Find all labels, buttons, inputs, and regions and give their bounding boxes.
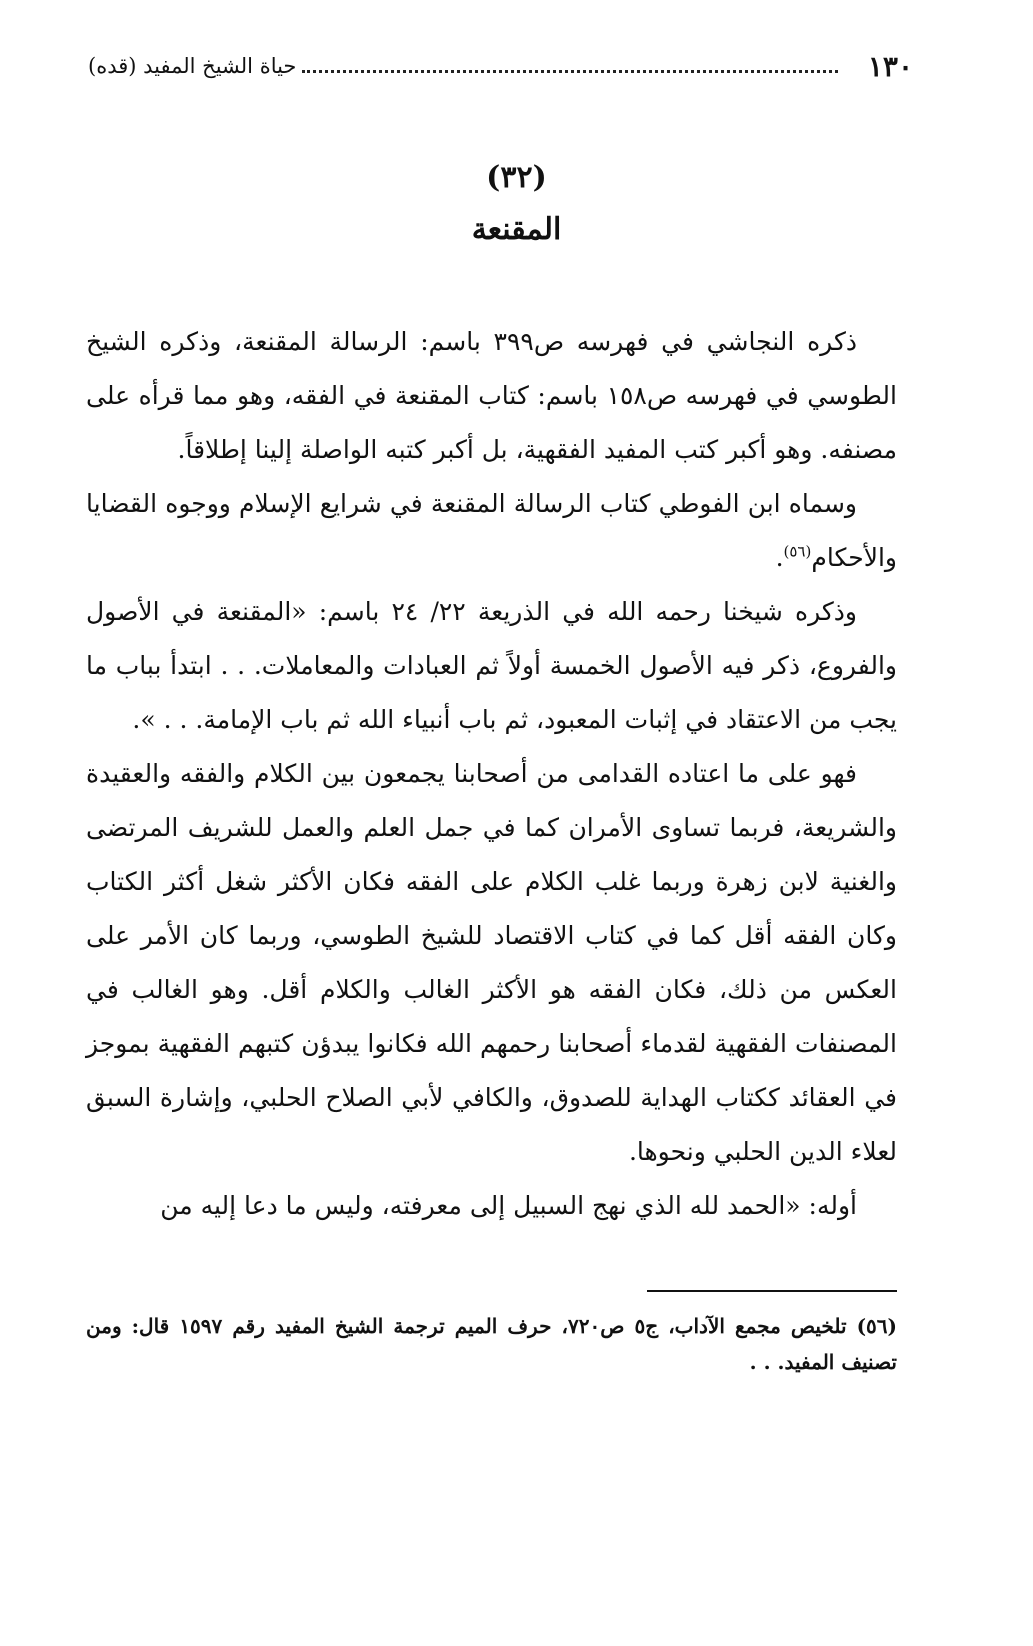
paragraph-1: ذكره النجاشي في فهرسه ص٣٩٩ باسم: الرسالة المقنعة، وذكره الشيخ الطوسي في فهرسه ص١٥٨ باسم: كتاب المقنعة في الفقه، وهو مما قرأه على مصنفه. وهو أكبر كتب المفيد الفقهية، بل أكبر كتبه الواصلة إلينا إطلاقاً. [86, 327, 897, 464]
paragraph-5: أوله: «الحمد لله الذي نهج السبيل إلى معرفته، وليس ما دعا إليه من [160, 1191, 857, 1220]
paragraph-3: وذكره شيخنا رحمه الله في الذريعة ٢٢/ ٢٤ باسم: «المقنعة في الأصول والفروع، ذكر فيه الأصول الخمسة أولاً ثم العبادات والمعاملات. . . ابتدأ بباب ما يجب من الاعتقاد في إثبات المعبود، ثم باب أنبياء الله ثم باب الإمامة. . . ». [86, 597, 897, 734]
paragraph-4: فهو على ما اعتاده القدامى من أصحابنا يجمعون بين الكلام والفقه والعقيدة والشريعة، فربما تساوى الأمران كما في جمل العلم والعمل للشريف المرتضى والغنية لابن زهرة وربما غلب الكلام على الفقه فكان الأكثر شغل أكثر الكتاب وكان الفقه أقل كما في كتاب الاقتصاد للشيخ الطوسي، وربما كان الأمر على العكس من ذلك، فكان الفقه هو الأكثر الغالب والكلام أقل. وهو الغالب في المصنفات الفقهية لقدماء أصحابنا رحمهم الله فكانوا يبدؤن كتبهم الفقهية بموجز في العقائد ككتاب الهداية للصدوق، والكافي لأبي الصلاح الحلبي، وإشارة السبق لعلاء الدين الحلبي ونحوها. [86, 759, 897, 1166]
running-head-title: حياة الشيخ المفيد (قده) [88, 54, 297, 78]
running-head [88, 46, 913, 86]
chapter-number: (٣٢) [486, 160, 547, 195]
footnote-reference: (٥٦) [783, 542, 812, 561]
footnote: (٥٦) تلخيص مجمع الآداب، ج٥ ص٧٢٠، حرف الميم ترجمة الشيخ المفيد رقم ١٥٩٧ قال: ومن تصنيف المفيد. . . [86, 1314, 897, 1374]
header-leader-dots [302, 60, 837, 73]
paragraph-2: وسماه ابن الفوطي كتاب الرسالة المقنعة في شرايع الإسلام ووجوه القضايا والأحكام$^{(٥٦)}$. [86, 489, 897, 572]
chapter-title: المقنعة [471, 212, 562, 247]
paragraph-2-text: وسماه ابن الفوطي كتاب الرسالة المقنعة في شرايع الإسلام ووجوه القضايا والأحكام [86, 489, 897, 572]
body-text [86, 315, 897, 1233]
page-number: ١٣٠ [867, 49, 913, 83]
footnote-divider [647, 1290, 897, 1292]
